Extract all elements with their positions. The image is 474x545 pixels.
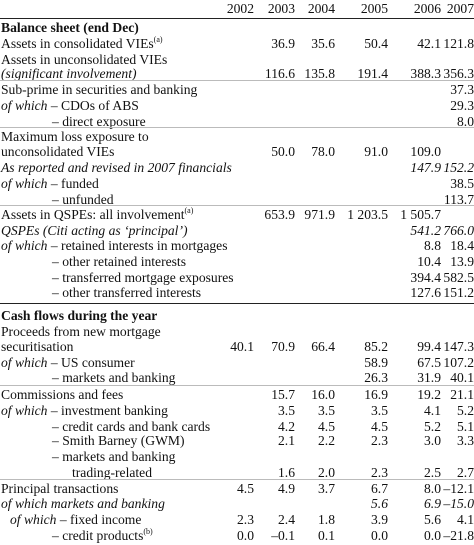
cell-value: 38.5: [450, 176, 474, 191]
row-label-text: – CDOs of ABS: [50, 98, 139, 113]
cell-value: 121.8: [443, 36, 474, 51]
cell-value: 29.3: [450, 98, 474, 113]
row-label-text: Sub-prime in securities and banking: [1, 82, 198, 97]
group-rule: [0, 80, 474, 81]
cell-value: 3.7: [318, 481, 335, 496]
cell-value: 40.1: [450, 370, 474, 385]
of-which-prefix: of which: [1, 403, 51, 418]
cell-value: 109.0: [410, 144, 441, 159]
cell-value: 21.1: [450, 387, 474, 402]
row-label-text: – investment banking: [50, 403, 168, 418]
row-label-text: – markets and banking: [52, 370, 176, 385]
cell-value: 5.2: [424, 419, 441, 434]
cell-value: 5.1: [457, 419, 474, 434]
cell-value: 37.3: [450, 82, 474, 97]
cell-value: 2.5: [424, 465, 441, 480]
cell-value: 5.6: [424, 512, 441, 527]
cell-value: 394.4: [410, 270, 441, 285]
cell-value: 3.0: [424, 433, 441, 448]
cell-value: 147.3: [443, 339, 474, 354]
cell-value: –15.0: [443, 496, 474, 511]
cell-value: 78.0: [311, 144, 335, 159]
year-header: 2002: [226, 1, 254, 16]
cell-value: 3.5: [318, 403, 335, 418]
cell-value: 8.8: [424, 238, 441, 253]
cell-value: 13.9: [450, 254, 474, 269]
row-label-text: – transferred mortgage exposures: [52, 270, 234, 285]
row-label-text: – funded: [50, 176, 99, 191]
row-label-text: of which markets and banking: [1, 496, 165, 511]
group-rule: [0, 205, 474, 206]
cell-value: 147.9: [410, 160, 441, 175]
row-label-text: trading-related: [72, 465, 153, 480]
cell-value: 541.2: [410, 223, 441, 238]
cell-value: –0.1: [271, 528, 295, 543]
row-label-text: Cash flows during the year: [1, 308, 158, 323]
cell-value: –12.1: [443, 481, 474, 496]
cell-value: 0.0: [424, 528, 441, 543]
row-label-text: Proceeds from new mortgage: [1, 324, 161, 339]
cell-value: 5.2: [457, 403, 474, 418]
group-rule: [0, 385, 474, 386]
cell-value: 85.2: [364, 339, 388, 354]
row-label-text: Balance sheet (end Dec): [1, 20, 139, 35]
group-rule: [0, 127, 474, 128]
cell-value: 1 505.7: [400, 207, 441, 222]
cell-value: 2.4: [278, 512, 295, 527]
row-label-text: As reported and revised in 2007 financials: [1, 160, 232, 175]
cell-value: 2.7: [457, 465, 474, 480]
cell-value: 18.4: [450, 238, 474, 253]
footnote-marker: (a): [184, 206, 194, 215]
row-label-text: QSPEs (Citi acting as ‘principal’): [1, 223, 188, 238]
cell-value: 4.1: [424, 403, 441, 418]
cell-value: 5.6: [371, 496, 388, 511]
cell-value: 70.9: [271, 339, 295, 354]
cell-value: 67.5: [417, 355, 441, 370]
row-label-text: securitisation: [1, 339, 74, 354]
row-label-text: (significant involvement): [1, 66, 137, 81]
of-which-prefix: of which: [1, 176, 51, 191]
cell-value: 356.3: [443, 66, 474, 81]
cell-value: 35.6: [311, 36, 335, 51]
row-label-text: Commissions and fees: [1, 387, 124, 402]
cell-value: 4.5: [318, 419, 335, 434]
cell-value: 16.9: [364, 387, 388, 402]
cell-value: 388.3: [410, 66, 441, 81]
section-rule: [0, 303, 474, 304]
footnote-marker: (a): [153, 35, 163, 44]
cell-value: 10.4: [417, 254, 441, 269]
cell-value: 58.9: [364, 355, 388, 370]
cell-value: 4.5: [237, 481, 254, 496]
cell-value: 42.1: [417, 36, 441, 51]
cell-value: 4.2: [278, 419, 295, 434]
cell-value: 8.0: [457, 114, 474, 129]
year-header: 2006: [413, 1, 441, 16]
cell-value: 91.0: [364, 144, 388, 159]
footnote-marker: (b): [143, 527, 153, 536]
row-label-text: Assets in consolidated VIEs: [1, 36, 154, 51]
cell-value: 1 203.5: [347, 207, 388, 222]
row-label-text: unconsolidated VIEs: [1, 144, 115, 159]
cell-value: 766.0: [443, 223, 474, 238]
cell-value: 107.2: [443, 355, 474, 370]
cell-value: 66.4: [311, 339, 335, 354]
cell-value: 152.2: [443, 160, 474, 175]
cell-value: 19.2: [417, 387, 441, 402]
row-label-text: – direct exposure: [52, 114, 146, 129]
row-label-text: – other transferred interests: [52, 285, 202, 300]
cell-value: 2.1: [278, 433, 295, 448]
of-which-prefix: of which: [1, 238, 51, 253]
cell-value: 6.7: [371, 481, 388, 496]
year-header-row: [0, 0, 474, 18]
cell-value: 151.2: [443, 285, 474, 300]
row-label-text: Assets in unconsolidated VIEs: [1, 52, 168, 67]
cell-value: 36.9: [271, 36, 295, 51]
row-label-text: Assets in QSPEs: all involvement: [1, 207, 185, 222]
cell-value: 113.7: [443, 192, 474, 207]
cell-value: 50.4: [364, 36, 388, 51]
cell-value: 2.3: [237, 512, 254, 527]
cell-value: 3.3: [457, 433, 474, 448]
cell-value: 0.0: [371, 528, 388, 543]
year-header: 2005: [360, 1, 388, 16]
row-label-text: Maximum loss exposure to: [1, 129, 149, 144]
table-row: [0, 284, 474, 302]
row-label-text: – markets and banking: [52, 449, 176, 464]
cell-value: 1.6: [278, 465, 295, 480]
row-label-text: – US consumer: [50, 355, 135, 370]
row-label-text: Principal transactions: [1, 481, 119, 496]
cell-value: 971.9: [304, 207, 335, 222]
row-label: [52, 284, 201, 302]
group-rule: [0, 479, 474, 480]
row-label-text: – Smith Barney (GWM): [52, 433, 185, 448]
row-label-text: – credit cards and bank cards: [52, 419, 211, 434]
cell-value: 50.0: [271, 144, 295, 159]
cell-value: 135.8: [304, 66, 335, 81]
cell-value: 31.9: [417, 370, 441, 385]
cell-value: 4.5: [371, 419, 388, 434]
year-header: 2003: [267, 1, 295, 16]
cell-value: 1.8: [318, 512, 335, 527]
cell-value: 191.4: [357, 66, 388, 81]
of-which-prefix: of which: [1, 355, 51, 370]
cell-value: 127.6: [410, 285, 441, 300]
row-label: [52, 527, 153, 545]
cell-value: 116.6: [264, 66, 295, 81]
cell-value: 99.4: [417, 339, 441, 354]
cell-value: 16.0: [311, 387, 335, 402]
table-row: [0, 527, 474, 545]
cell-value: 0.0: [237, 528, 254, 543]
cell-value: 2.0: [318, 465, 335, 480]
cell-value: 3.5: [278, 403, 295, 418]
cell-value: 2.3: [371, 465, 388, 480]
cell-value: 15.7: [271, 387, 295, 402]
of-which-prefix: of which: [10, 512, 60, 527]
cell-value: 6.9: [424, 496, 441, 511]
row-label-text: – retained interests in mortgages: [50, 238, 228, 253]
cell-value: –21.8: [443, 528, 474, 543]
cell-value: 40.1: [230, 339, 254, 354]
row-label-text: – other retained interests: [52, 254, 186, 269]
cell-value: 2.2: [318, 433, 335, 448]
row-label-text: – unfunded: [52, 192, 114, 207]
row-label-text: – fixed income: [59, 512, 142, 527]
cell-value: 3.5: [371, 403, 388, 418]
cell-value: 4.1: [457, 512, 474, 527]
cell-value: 4.9: [278, 481, 295, 496]
of-which-prefix: of which: [1, 98, 51, 113]
cell-value: 0.1: [318, 528, 335, 543]
cell-value: 582.5: [443, 270, 474, 285]
year-header: 2007: [446, 1, 474, 16]
cell-value: 26.3: [364, 370, 388, 385]
cell-value: 653.9: [264, 207, 295, 222]
cell-value: 3.9: [371, 512, 388, 527]
year-header: 2004: [307, 1, 335, 16]
row-label-text: – credit products: [52, 528, 144, 543]
cell-value: 2.3: [371, 433, 388, 448]
cell-value: 8.0: [424, 481, 441, 496]
